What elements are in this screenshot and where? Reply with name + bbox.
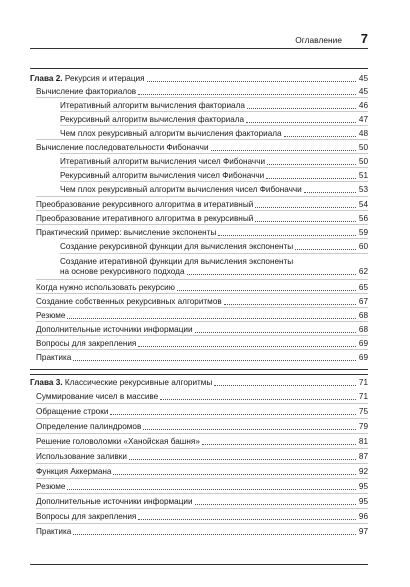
chapter-title: Рекурсия и итерация <box>64 74 145 83</box>
dot-leader <box>214 385 356 386</box>
toc-entry[interactable] <box>36 437 368 447</box>
toc-chapter-3 <box>30 374 368 565</box>
chapter-prefix: Глава 3. <box>30 378 63 387</box>
page-number: 50 <box>358 157 368 166</box>
entry-title-line-1: Создание итеративной функции для вычисления экспоненты <box>60 257 294 266</box>
dot-leader <box>267 164 356 165</box>
entry-title: Преобразование итеративного алгоритма в рекурсивный <box>36 214 254 223</box>
entry-title: Практика <box>36 527 72 536</box>
entry-title: Создание рекурсивной функции для вычисления экспоненты <box>60 242 294 251</box>
separator <box>36 97 368 98</box>
toc-entry[interactable] <box>36 467 368 477</box>
dot-leader <box>187 274 356 275</box>
dot-leader <box>67 318 356 319</box>
header-title: Оглавление <box>295 35 342 45</box>
page-number: 92 <box>358 467 368 476</box>
toc-entry[interactable] <box>60 171 368 181</box>
dot-leader <box>295 249 356 250</box>
page-number: 45 <box>358 74 368 83</box>
separator <box>60 253 368 254</box>
entry-title: Итеративный алгоритм вычисления чисел Фибоначчи <box>60 157 266 166</box>
toc-entry[interactable] <box>60 157 368 167</box>
separator <box>36 279 368 280</box>
page-number: 81 <box>358 437 368 446</box>
dot-leader <box>160 399 356 400</box>
separator <box>36 433 368 434</box>
dot-leader <box>195 504 356 505</box>
toc-entry[interactable] <box>36 325 368 335</box>
separator <box>36 293 368 294</box>
dot-leader <box>67 489 356 490</box>
dot-leader <box>73 534 356 535</box>
page-number: 97 <box>358 527 368 536</box>
separator <box>36 478 368 479</box>
toc-entry[interactable] <box>36 422 368 432</box>
entry-title: Использование заливки <box>36 452 127 461</box>
separator <box>36 508 368 509</box>
separator <box>36 403 368 404</box>
toc-entry[interactable] <box>36 512 368 522</box>
separator <box>36 463 368 464</box>
separator <box>60 238 368 239</box>
entry-title: Рекурсивный алгоритм вычисления чисел Фибоначчи <box>60 171 265 180</box>
page-number: 50 <box>358 143 368 152</box>
page-number: 59 <box>358 228 368 237</box>
toc-chapter-heading[interactable] <box>30 378 368 388</box>
dot-leader <box>255 221 356 222</box>
entry-title: Вычисление последовательности Фибоначчи <box>36 143 209 152</box>
toc-entry[interactable] <box>60 101 368 111</box>
entry-title: Практический пример: вычисление экспоненты <box>36 228 217 237</box>
toc-entry[interactable] <box>60 267 368 277</box>
entry-title: Дополнительные источники информации <box>36 497 193 506</box>
page-number: 46 <box>358 101 368 110</box>
page-number: 96 <box>358 512 368 521</box>
entry-title: Решение головоломки «Ханойская башня» <box>36 437 200 446</box>
chapter-title: Классические рекурсивные алгоритмы <box>64 378 213 387</box>
toc-entry[interactable] <box>36 527 368 537</box>
toc-entry[interactable] <box>36 497 368 507</box>
page-number: 51 <box>358 171 368 180</box>
dot-leader <box>110 414 356 415</box>
separator <box>36 210 368 211</box>
separator <box>60 125 368 126</box>
dot-leader <box>211 150 356 151</box>
dot-leader <box>113 474 356 475</box>
separator <box>36 448 368 449</box>
page-number: 71 <box>358 392 368 401</box>
page-number: 56 <box>358 214 368 223</box>
page-number: 68 <box>358 325 368 334</box>
dot-leader <box>138 519 356 520</box>
dot-leader <box>255 207 356 208</box>
dot-leader <box>304 192 356 193</box>
toc-entry[interactable] <box>60 129 368 139</box>
page-number: 95 <box>358 482 368 491</box>
dot-leader <box>218 235 356 236</box>
toc-chapter-heading[interactable] <box>30 74 368 84</box>
entry-title: Преобразование рекурсивного алгоритма в итеративный <box>36 200 254 209</box>
dot-leader <box>284 136 356 137</box>
dot-leader <box>266 178 356 179</box>
separator <box>60 181 368 182</box>
toc-entry[interactable] <box>60 242 368 252</box>
dot-leader <box>247 108 356 109</box>
page-number: 54 <box>358 200 368 209</box>
toc-entry[interactable] <box>60 185 368 195</box>
dot-leader <box>195 332 356 333</box>
entry-title: Чем плох рекурсивный алгоритм вычисления факториала <box>60 129 282 138</box>
dot-leader <box>143 429 356 430</box>
toc-entry[interactable] <box>36 200 368 210</box>
page-number: 45 <box>358 87 368 96</box>
separator <box>36 349 368 350</box>
chapter-prefix: Глава 2. <box>30 74 63 83</box>
toc-entry[interactable] <box>36 311 368 321</box>
separator <box>60 153 368 154</box>
separator <box>36 418 368 419</box>
entry-title: Обращение строки <box>36 407 109 416</box>
page-number: 71 <box>358 378 368 387</box>
dot-leader <box>202 444 356 445</box>
separator <box>36 321 368 322</box>
toc-entry[interactable] <box>36 228 368 238</box>
toc-entry[interactable] <box>36 283 368 293</box>
page-number: 47 <box>358 115 368 124</box>
page-number: 75 <box>358 407 368 416</box>
entry-title: Дополнительные источники информации <box>36 325 193 334</box>
page-number: 62 <box>358 267 368 276</box>
separator <box>36 307 368 308</box>
toc-entry[interactable] <box>36 339 368 349</box>
toc-entry[interactable] <box>36 452 368 462</box>
page-number: 68 <box>358 311 368 320</box>
toc-entry[interactable] <box>60 115 368 125</box>
page-number: 67 <box>358 297 368 306</box>
page-number: 53 <box>358 185 368 194</box>
running-header <box>30 31 368 49</box>
toc-entry[interactable] <box>36 392 368 402</box>
toc-entry[interactable] <box>36 407 368 417</box>
dot-leader <box>246 122 356 123</box>
page-number: 60 <box>358 242 368 251</box>
dot-leader <box>138 346 356 347</box>
entry-title: Вопросы для закрепления <box>36 512 137 521</box>
toc-entry[interactable] <box>36 482 368 492</box>
entry-title: Когда нужно использовать рекурсию <box>36 283 175 292</box>
entry-title: Итеративный алгоритм вычисления факториала <box>60 101 245 110</box>
entry-title: Функция Аккермана <box>36 467 112 476</box>
toc-entry[interactable] <box>36 143 368 153</box>
entry-title: Резюме <box>36 311 66 320</box>
entry-title: Определение палиндромов <box>36 422 142 431</box>
entry-title: Создание собственных рекурсивных алгоритмов <box>36 297 222 306</box>
entry-title: на основе рекурсивного подхода <box>60 267 185 276</box>
dot-leader <box>147 81 356 82</box>
toc-entry[interactable] <box>36 297 368 307</box>
page-number: 87 <box>358 452 368 461</box>
dot-leader <box>73 360 356 361</box>
page-number: 79 <box>358 422 368 431</box>
separator <box>36 523 368 524</box>
header-page-number: 7 <box>360 31 368 46</box>
page-number: 69 <box>358 353 368 362</box>
toc-entry[interactable] <box>36 214 368 224</box>
separator <box>36 335 368 336</box>
toc-entry[interactable] <box>36 87 368 97</box>
entry-title: Вопросы для закрепления <box>36 339 137 348</box>
separator <box>36 493 368 494</box>
page-number: 69 <box>358 339 368 348</box>
dot-leader <box>138 94 356 95</box>
entry-title: Рекурсивный алгоритм вычисления факториала <box>60 115 245 124</box>
toc-entry[interactable] <box>36 353 368 363</box>
entry-title: Резюме <box>36 482 66 491</box>
entry-title: Практика <box>36 353 72 362</box>
dot-leader <box>224 304 356 305</box>
separator <box>36 224 368 225</box>
toc-chapter-2 <box>30 68 368 370</box>
entry-title: Суммирование чисел в массиве <box>36 392 159 401</box>
page-number: 95 <box>358 497 368 506</box>
dot-leader <box>129 459 356 460</box>
separator <box>36 139 368 140</box>
separator <box>36 196 368 197</box>
entry-title: Вычисление факториалов <box>36 87 137 96</box>
entry-title: Чем плох рекурсивный алгоритм вычисления чисел Фибоначчи <box>60 185 302 194</box>
page-number: 48 <box>358 129 368 138</box>
separator <box>60 111 368 112</box>
page-number: 65 <box>358 283 368 292</box>
separator <box>60 167 368 168</box>
dot-leader <box>177 290 356 291</box>
